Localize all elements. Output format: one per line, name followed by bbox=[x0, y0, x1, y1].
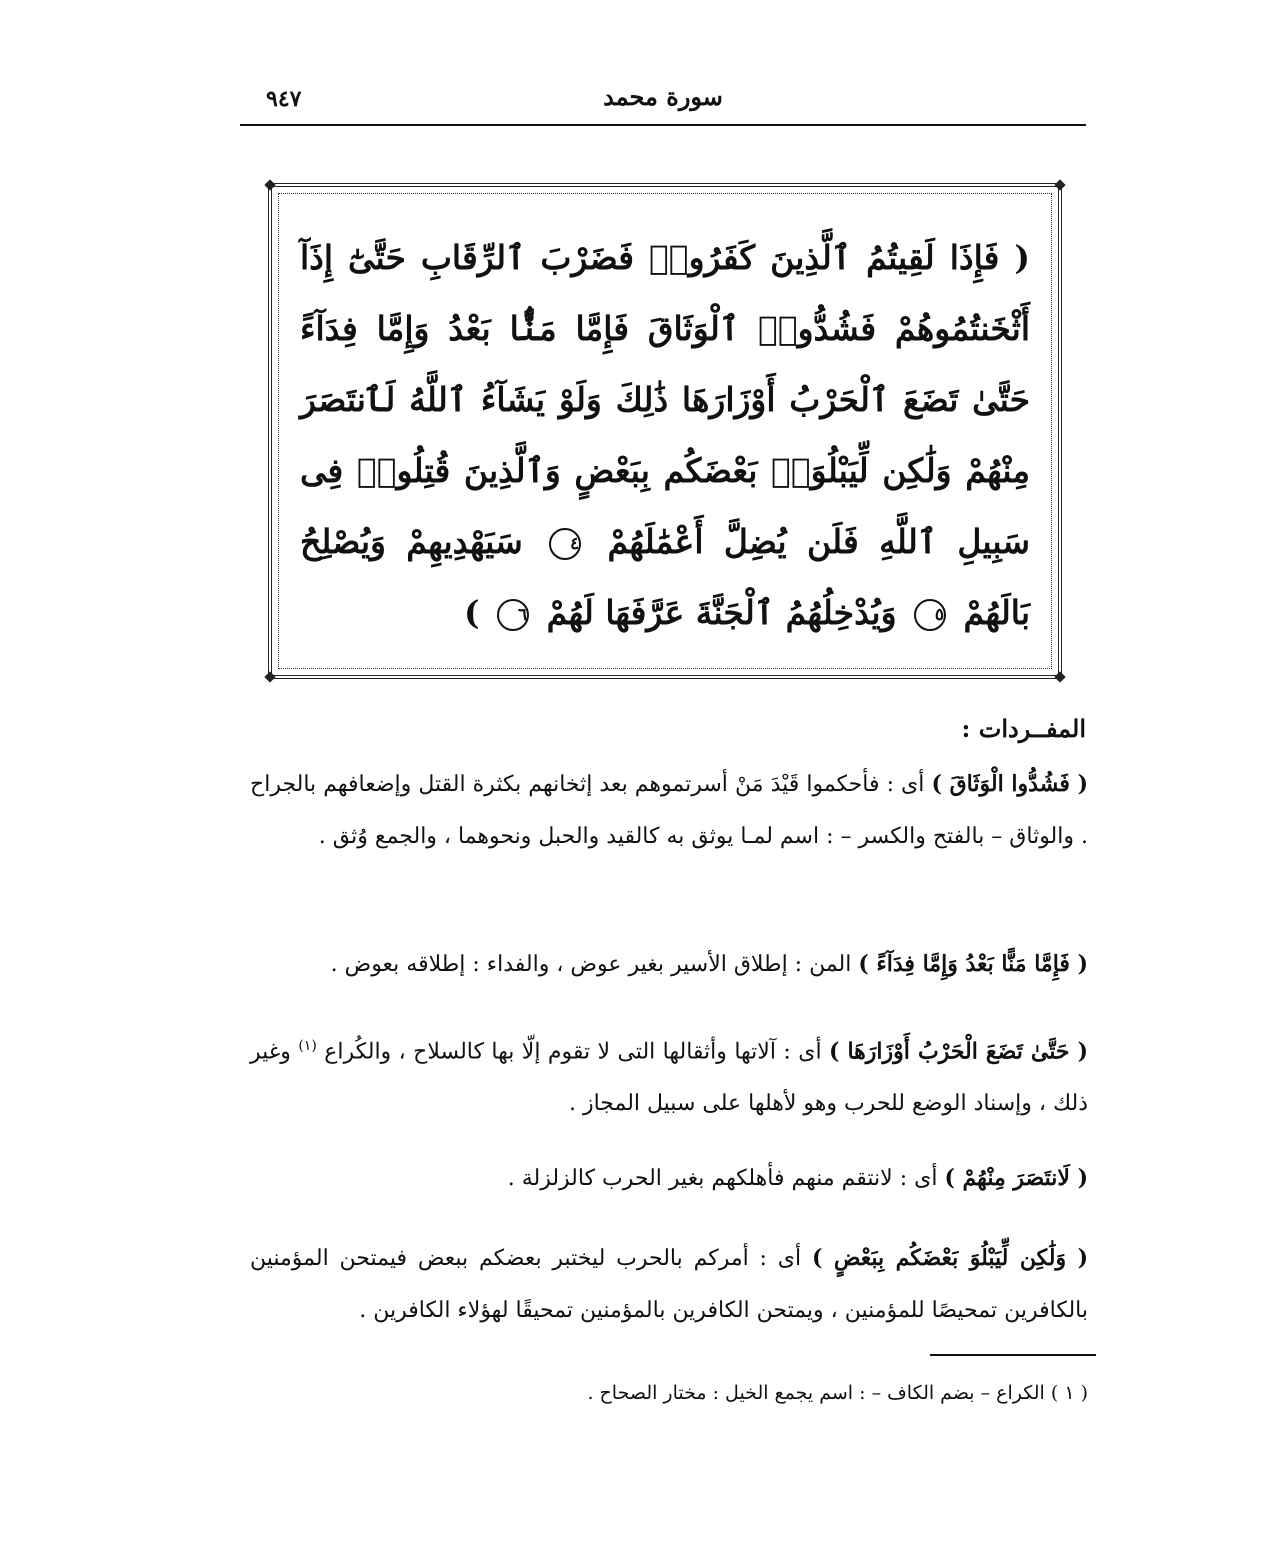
quran-verse bbox=[300, 222, 1030, 652]
vocab-explanation: وغير ذلك ، وإسناد الوضع للحرب وهو لأهلها على سبيل المجاز . bbox=[250, 1039, 1088, 1117]
vocab-term: ( لَانتَصَرَ مِنْهُمْ ) bbox=[944, 1165, 1088, 1191]
vocab-term: ( وَلَٰكِن لِّيَبْلُوَ بَعْضَكُم بِبَعْضٍ ) bbox=[811, 1245, 1088, 1271]
vocab-explanation: أى : أمركم بالحرب ليختبر بعضكم ببعض فيمتحن المؤمنين بالكافرين تمحيصًا للمؤمنين ، ويمتحن الكافرين بالمؤمنين تمحيقًا لهؤلاء الكافرين . bbox=[250, 1246, 1088, 1323]
vocab-explanation: أى : آلاتها وأثقالها التى لا تقوم إلّا بها كالسلاح ، والكُراع bbox=[324, 1039, 822, 1065]
vocab-term: ( فَإِمَّا مَنًّا بَعْدُ وَإِمَّا فِدَآءً ) bbox=[858, 951, 1088, 977]
footnote-separator bbox=[930, 1354, 1096, 1356]
running-header bbox=[240, 82, 1086, 122]
vocab-entry bbox=[250, 938, 1088, 991]
verse-text: وَيُدْخِلُهُمُ ٱلْجَنَّةَ عَرَّفَهَا لَهُمْ bbox=[546, 593, 897, 632]
vocab-entry bbox=[250, 1020, 1088, 1130]
vocab-explanation: أى : فأحكموا قَيْدَ مَنْ أسرتموهم بعد إثخانهم بكثرة القتل وإضعافهم بالجراح . والوثاق – بالفتح والكسر – : اسم لمـا يوثق به كالقيد والحبل ونحوهما ، والجمع وُثق . bbox=[250, 772, 1088, 849]
vocab-entry bbox=[250, 758, 1088, 863]
ayah-number-marker: ٤ bbox=[549, 528, 581, 560]
vocab-explanation: أى : لانتقم منهم فأهلكهم بغير الحرب كالزلزلة . bbox=[507, 1166, 938, 1191]
vocab-entry bbox=[250, 1152, 1088, 1205]
verse-text: سَيَهْدِيهِمْ وَيُصْلِحُ بَالَهُمْ bbox=[300, 522, 1030, 632]
frame-corner-ornament bbox=[264, 671, 275, 682]
surah-title: سورة محمد bbox=[603, 82, 723, 111]
frame-corner-ornament bbox=[1054, 671, 1065, 682]
verse-closing-bracket: ) bbox=[463, 593, 480, 632]
header-rule bbox=[240, 124, 1086, 126]
page-number: ٩٤٧ bbox=[266, 86, 302, 112]
ayah-number-marker: ٥ bbox=[914, 599, 946, 631]
vocab-term: ( حَتَّىٰ تَضَعَ الْحَرْبُ أَوْزَارَهَا ) bbox=[828, 1038, 1088, 1065]
vocabulary-heading: المفــردات : bbox=[961, 714, 1086, 743]
footnote-reference[interactable]: (١) bbox=[298, 1038, 317, 1054]
vocab-explanation: المن : إطلاق الأسير بغير عوض ، والفداء : إطلاقه بعوض . bbox=[330, 952, 852, 977]
vocab-entry bbox=[250, 1232, 1088, 1337]
frame-corner-ornament bbox=[1054, 179, 1065, 190]
frame-corner-ornament bbox=[264, 179, 275, 190]
vocab-term: ( فَشُدُّوا الْوَثَاقَ ) bbox=[931, 771, 1088, 797]
footnote: ( ١ ) الكراع – بضم الكاف – : اسم يجمع الخيل : مختار الصحاح . bbox=[587, 1382, 1088, 1404]
ayah-number-marker: ٦ bbox=[497, 599, 529, 631]
verse-text: ( فَإِذَا لَقِيتُمُ ٱلَّذِينَ كَفَرُوا۟ فَضَرْبَ ٱلرِّقَابِ حَتَّىٰٓ إِذَآ أَثْخَنتُمُوهُمْ فَشُدُّوا۟ ٱلْوَثَاقَ فَإِمَّا مَنًّۢا بَعْدُ وَإِمَّا فِدَآءً حَتَّىٰ تَضَعَ ٱلْحَرْبُ أَوْزَارَهَا ذَٰلِكَ وَلَوْ يَشَآءُ ٱللَّهُ لَٱنتَصَرَ مِنْهُمْ وَلَٰكِن لِّيَبْلُوَا۟ بَعْضَكُم بِبَعْضٍ وَٱلَّذِينَ قُتِلُوا۟ فِى سَبِيلِ ٱللَّهِ فَلَن يُضِلَّ أَعْمَٰلَهُمْ bbox=[300, 238, 1030, 561]
